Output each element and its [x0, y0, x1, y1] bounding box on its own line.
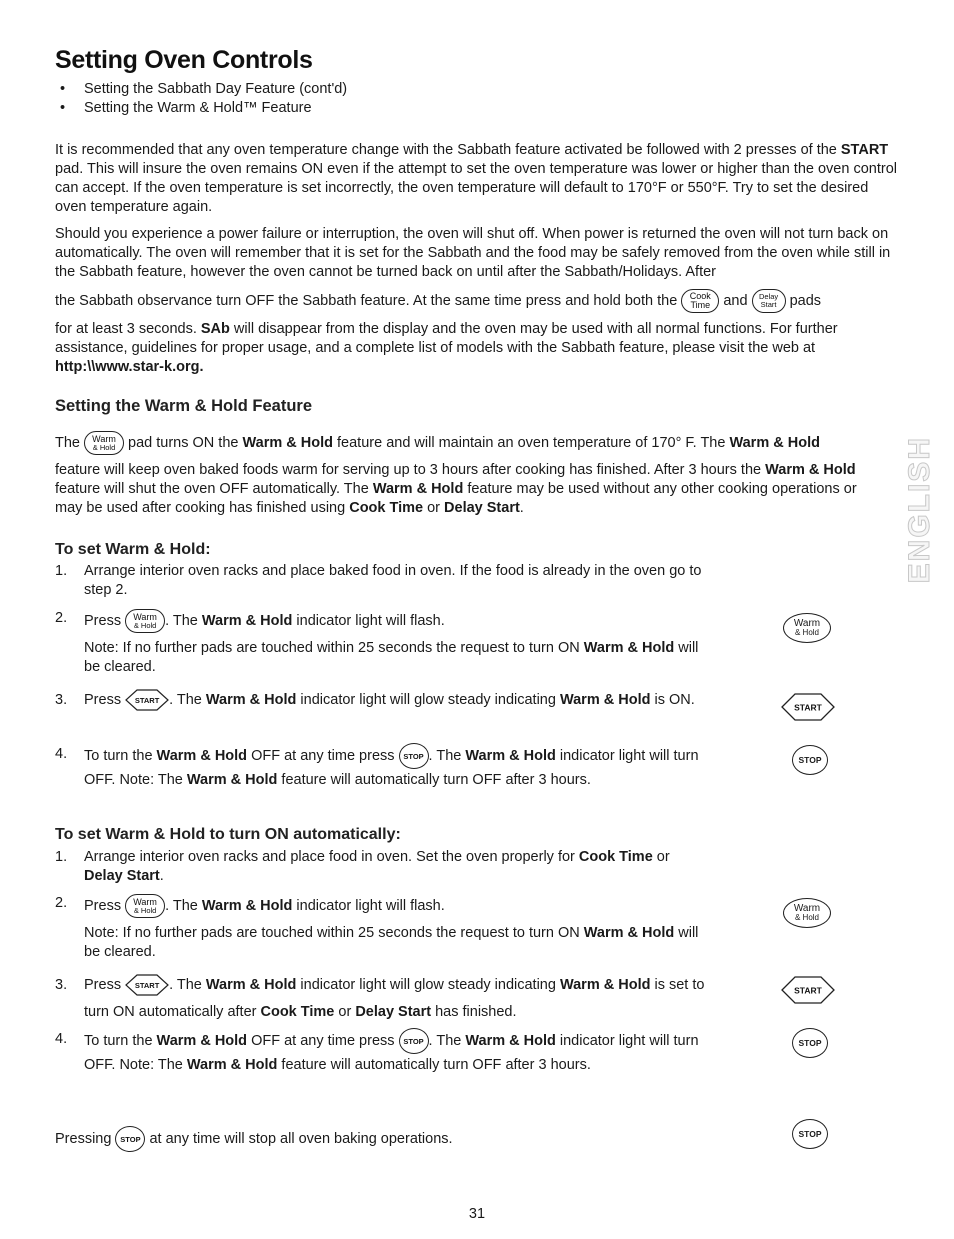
- web-link[interactable]: http:\\www.star-k.org.: [55, 359, 204, 375]
- warm-hold-pad-icon: Warm & Hold: [125, 894, 165, 918]
- step-item: 1. Arrange interior oven racks and place food in oven. Set the oven properly for Cook Time or Delay Start.: [55, 849, 670, 884]
- start-pad-icon: [781, 975, 835, 1010]
- page-number: 31: [468, 1206, 486, 1222]
- start-pad-icon: [781, 692, 835, 727]
- cook-time-pad-icon: Cook Time: [681, 289, 719, 313]
- step-item: 4. To turn the Warm & Hold OFF at any time press STOP . The Warm & Hold indicator light will turn OFF. Note: The Warm & Hold feature will automatically turn OFF after 3 hours.: [55, 1028, 705, 1076]
- svg-text:START: START: [794, 985, 822, 996]
- step-item: 2. Press Warm & Hold . The Warm & Hold indicator light will flash. Note: If no further pads are touched within 25 seconds the request to turn ON Warm & Hold will be cleared.: [55, 610, 699, 675]
- section-heading: Setting the Warm & Hold Feature: [55, 397, 312, 415]
- warm-hold-pad-icon: Warm & Hold: [84, 431, 124, 455]
- english-side-label: ENGLISH: [903, 436, 936, 584]
- step-item: 2. Press Warm & Hold . The Warm & Hold indicator light will flash. Note: If no further pads are touched within 25 seconds the request to turn ON Warm & Hold will be cleared.: [55, 895, 699, 960]
- set-warm-hold-heading: To set Warm & Hold:: [55, 541, 211, 558]
- step-item: 1. Arrange interior oven racks and place baked food in oven. If the food is already in the oven go to step 2.: [55, 563, 702, 598]
- stop-pad-icon: STOP: [399, 1028, 429, 1054]
- stop-pad-icon: STOP: [792, 1119, 828, 1149]
- sabbath-paragraph-1: It is recommended that any oven temperature change with the Sabbath feature activated be followed with 2 presses of the START pad. This will insure the oven remains ON even if the attempt to set the oven temperature was lower or higher than the oven control can accept. If the oven temperature is set incorrectly, the oven temperature will default to 170°F or 550°F. Try to set the desired oven temperature again.: [55, 142, 897, 215]
- feature-list: [60, 80, 347, 118]
- step-item: 3. Press START . The Warm & Hold indicator light will glow steady indicating Warm & Hold is ON.: [55, 687, 705, 714]
- delay-start-pad-icon: Delay Start: [752, 289, 786, 313]
- stop-pad-icon: STOP: [792, 745, 828, 775]
- stop-pad-icon: STOP: [792, 1028, 828, 1058]
- svg-text:START: START: [794, 702, 822, 713]
- warm-hold-pad-icon: Warm & Hold: [783, 898, 831, 928]
- warm-hold-intro-cont: feature will keep oven baked foods warm for serving up to 3 hours after cooking has finished. After 3 hours the Warm & Hold feature will shut the oven OFF automatically. The Warm & Hold feature may be used without any other cooking operations or may be used after cooking has finished using Cook Time or Delay Start.: [55, 462, 857, 516]
- warm-hold-intro: The Warm & Hold pad turns ON the Warm & Hold feature and will maintain an oven temperature of 170° F. The Warm & Hold: [55, 431, 885, 455]
- step-item: 3. Press START . The Warm & Hold indicator light will glow steady indicating Warm & Hold is set to turn ON automatically after Cook Time or Delay Start has finished.: [55, 972, 705, 1026]
- warm-hold-pad-icon: Warm & Hold: [783, 613, 831, 643]
- stop-pad-icon: STOP: [115, 1126, 145, 1152]
- list-item: • Setting the Sabbath Day Feature (cont'd): [60, 80, 347, 99]
- warm-hold-pad-icon: Warm & Hold: [125, 609, 165, 633]
- sabbath-paragraph-2b: the Sabbath observance turn OFF the Sabbath feature. At the same time press and hold both the Cook Time and Delay Start pads: [55, 289, 897, 313]
- sabbath-paragraph-2: Should you experience a power failure or interruption, the oven will shut off. When power is returned the oven will not turn back on automatically. The oven will remember that it is set for the Sabbath and the food may be safely removed from the oven while still in the Sabbath feature, however the oven cannot be turned back on until after the Sabbath/Holidays. After: [55, 226, 891, 280]
- stop-note: Pressing STOP at any time will stop all oven baking operations.: [55, 1126, 897, 1152]
- start-pad-icon: START: [125, 689, 169, 711]
- stop-pad-icon: STOP: [399, 743, 429, 769]
- page-title: Setting Oven Controls: [55, 46, 313, 74]
- start-pad-icon: START: [125, 974, 169, 996]
- set-auto-heading: To set Warm & Hold to turn ON automatically:: [55, 826, 401, 843]
- step-item: 4. To turn the Warm & Hold OFF at any time press STOP . The Warm & Hold indicator light will turn OFF. Note: The Warm & Hold feature will automatically turn OFF after 3 hours.: [55, 743, 705, 791]
- list-item: • Setting the Warm & Hold™ Feature: [60, 99, 347, 118]
- sabbath-paragraph-2c: for at least 3 seconds. SAb will disappear from the display and the oven may be used with all normal functions. For further assistance, guidelines for proper usage, and a complete list of models with the Sabbath feature, please visit the web at http:\\www.star-k.org.: [55, 321, 838, 375]
